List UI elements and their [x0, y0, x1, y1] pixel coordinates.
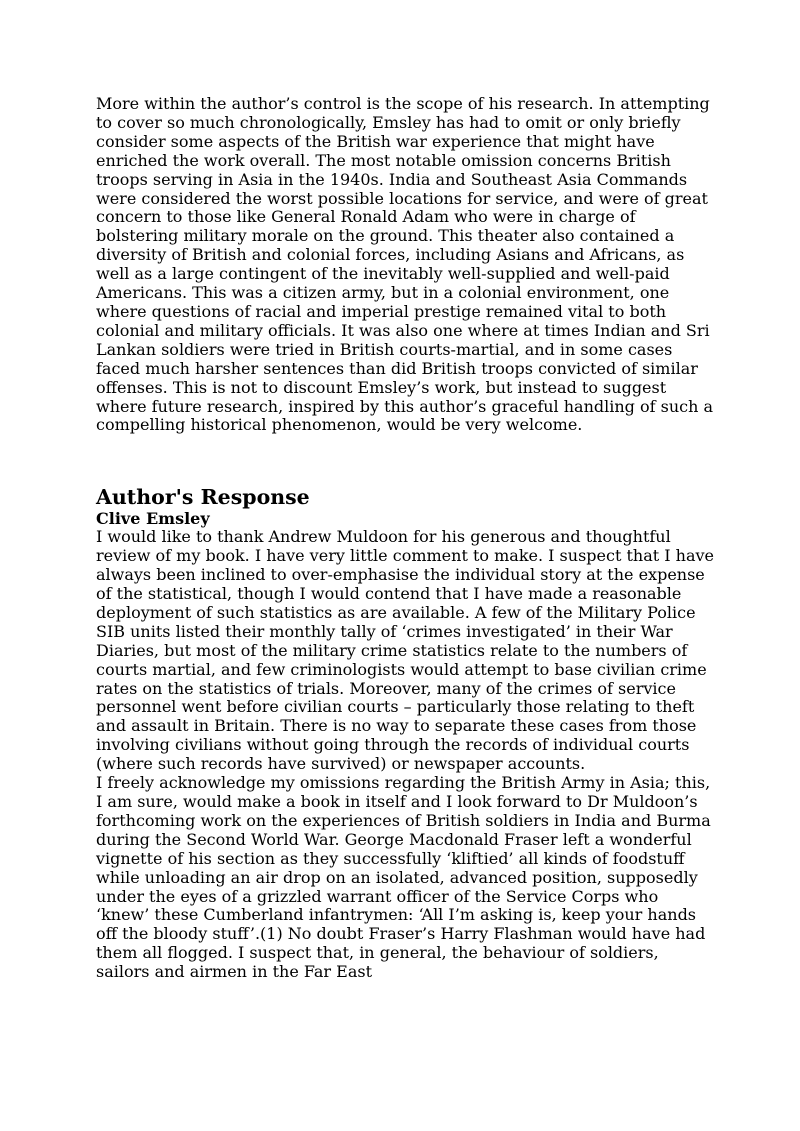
response-paragraph: I would like to thank Andrew Muldoon for his generous and thoughtful review of my book. I have very little comment to make. I suspect that I have always been inclined to over-emphasise the individual story at the expense of the statistical, though I would contend that I have made a reasonable deployment of such statistics as are available. A few of the Military Police SIB units listed their monthly tally of ‘crimes investigated’ in their War Diaries, but most of the military crime statistics relate to the numbers of courts martial, and few criminologists would attempt to base civilian crime rates on the statistics of trials. Moreover, many of the crimes of service personnel went before civilian courts – particularly those relating to theft and assault in Britain. There is no way to separate these cases from those involving civilians without going through the records of individual courts (where such records have survived) or newspaper accounts. [96, 527, 715, 774]
section-heading: Author's Response [96, 485, 310, 510]
review-closing-paragraph: More within the author’s control is the scope of his research. In attempting to cover so much chronologically, Emsley has had to omit or only briefly consider some aspects of the British war experience that might have enriched the work overall. The most notable omission concerns British troops serving in Asia in the 1940s. India and Southeast Asia Commands were considered the worst possible locations for service, and were of great concern to those like General Ronald Adam who were in charge of bolstering military morale on the ground. This theater also contained a diversity of British and colonial forces, including Asians and Africans, as well as a large contingent of the inevitably well-supplied and well-paid Americans. This was a citizen army, but in a colonial environment, one where questions of racial and imperial prestige remained vital to both colonial and military officials. It was also one where at times Indian and Sri Lankan soldiers were tried in British courts-martial, and in some cases faced much harsher sentences than did British troops convicted of similar offenses. This is not to discount Emsley’s work, but instead to suggest where future research, inspired by this author’s graceful handling of such a compelling historical phenomenon, would be very welcome. [96, 94, 714, 435]
document-page [96, 95, 716, 982]
author-name: Clive Emsley [96, 509, 210, 529]
response-paragraph: I freely acknowledge my omissions regarding the British Army in Asia; this, I am sure, would make a book in itself and I look forward to Dr Muldoon’s forthcoming work on the experiences of British soldiers in India and Burma during the Second World War. George Macdonald Fraser left a wonderful vignette of his section as they successfully ‘kliftied’ all kinds of foodstuff while unloading an air drop on an isolated, advanced position, supposedly under the eyes of a grizzled warrant officer of the Service Corps who ‘knew’ these Cumberland infantrymen: ‘All I’m asking is, keep your hands off the bloody stuff’.(1) No doubt Fraser’s Harry Flashman would have had them all flogged. I suspect that, in general, the behaviour of soldiers, sailors and airmen in the Far East [96, 773, 711, 982]
